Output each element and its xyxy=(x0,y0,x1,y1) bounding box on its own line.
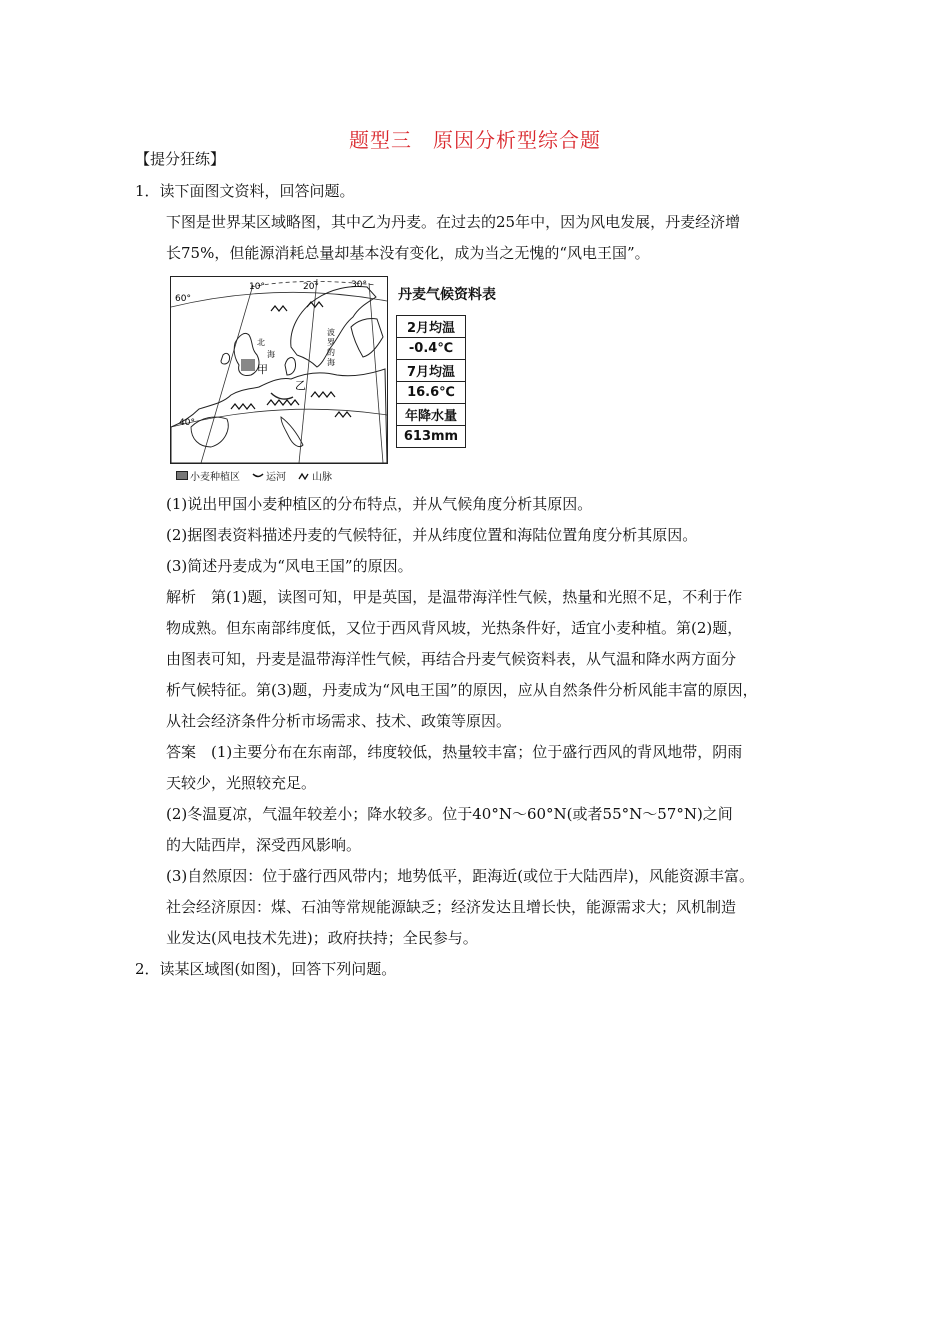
north-sea-label: 北 xyxy=(257,338,265,347)
climate-table xyxy=(396,315,466,448)
map-figure xyxy=(170,272,496,484)
mountain-icon xyxy=(298,471,310,480)
lat40-label: 40° xyxy=(179,418,195,428)
jia-label: 甲 xyxy=(257,363,268,376)
table-cell: 7月均温 xyxy=(397,360,466,382)
baltic-sea-label: 海 xyxy=(327,358,335,367)
lat60-label: 60° xyxy=(175,294,191,304)
europe-map xyxy=(170,276,388,464)
lon10-label: 10° xyxy=(249,282,265,292)
table-cell: 年降水量 xyxy=(397,404,466,426)
canal-icon xyxy=(252,471,264,480)
question-1-stem: 1．读下面图文资料，回答问题。 xyxy=(135,182,355,200)
analysis-line: 由图表可知，丹麦是温带海洋性气候，再结合丹麦气候资料表，从气温和降水两方面分 xyxy=(166,650,737,668)
answer-line: 天较少，光照较充足。 xyxy=(166,774,317,792)
table-cell: -0.4℃ xyxy=(397,338,466,360)
wheat-area-icon xyxy=(176,471,188,480)
yi-label: 乙 xyxy=(295,379,306,392)
legend-canal: 运河 xyxy=(252,468,286,483)
page-title: 题型三 原因分析型综合题 xyxy=(349,128,601,152)
lon30-label: 30° xyxy=(351,280,367,290)
legend-wheat: 小麦种植区 xyxy=(176,468,240,483)
material-text-line: 下图是世界某区域略图，其中乙为丹麦。在过去的25年中，因为风电发展，丹麦经济增 xyxy=(166,213,741,231)
answer-line: 答案 (1)主要分布在东南部，纬度较低，热量较丰富；位于盛行西风的背风地带，阴雨 xyxy=(166,743,743,761)
legend-mountain: 山脉 xyxy=(298,468,332,483)
sub-question-1: (1)说出甲国小麦种植区的分布特点，并从气候角度分析其原因。 xyxy=(166,495,593,513)
map-legend xyxy=(176,468,332,483)
sub-question-2: (2)据图表资料描述丹麦的气候特征，并从纬度位置和海陆位置角度分析其原因。 xyxy=(166,526,698,544)
baltic-sea-label: 罗 xyxy=(327,338,335,347)
table-cell: 613mm xyxy=(397,426,466,448)
material-text-line: 长75%，但能源消耗总量却基本没有变化，成为当之无愧的“风电王国”。 xyxy=(166,244,650,262)
section-heading: 【提分狂练】 xyxy=(135,150,226,168)
answer-line: (3)自然原因：位于盛行西风带内；地势低平，距海近(或位于大陆西岸)，风能资源丰富。 xyxy=(166,867,754,885)
north-sea-label: 海 xyxy=(267,350,275,359)
baltic-sea-label: 波 xyxy=(327,328,335,337)
analysis-line: 从社会经济条件分析市场需求、技术、政策等原因。 xyxy=(166,712,512,730)
climate-table-title: 丹麦气候资料表 xyxy=(398,287,496,303)
analysis-line: 解析 第(1)题，读图可知，甲是英国，是温带海洋性气候，热量和光照不足，不利于作 xyxy=(166,588,743,606)
analysis-line: 析气候特征。第(3)题，丹麦成为“风电王国”的原因，应从自然条件分析风能丰富的原因， xyxy=(166,681,758,699)
answer-line: 的大陆西岸，深受西风影响。 xyxy=(166,836,362,854)
table-cell: 16.6℃ xyxy=(397,382,466,404)
baltic-sea-label: 的 xyxy=(327,348,335,357)
answer-line: 社会经济原因：煤、石油等常规能源缺乏；经济发达且增长快，能源需求大；风机制造 xyxy=(166,898,737,916)
question-2-stem: 2．读某区域图(如图)，回答下列问题。 xyxy=(135,960,397,978)
sub-question-3: (3)简述丹麦成为“风电王国”的原因。 xyxy=(166,557,413,575)
analysis-line: 物成熟。但东南部纬度低，又位于西风背风坡，光热条件好，适宜小麦种植。第(2)题， xyxy=(166,619,743,637)
lon20-label: 20° xyxy=(303,282,319,292)
answer-line: (2)冬温夏凉，气温年较差小；降水较多。位于40°N～60°N(或者55°N～57°N)之间 xyxy=(166,805,733,823)
table-cell: 2月均温 xyxy=(397,316,466,338)
answer-line: 业发达(风电技术先进)；政府扶持；全民参与。 xyxy=(166,929,478,947)
